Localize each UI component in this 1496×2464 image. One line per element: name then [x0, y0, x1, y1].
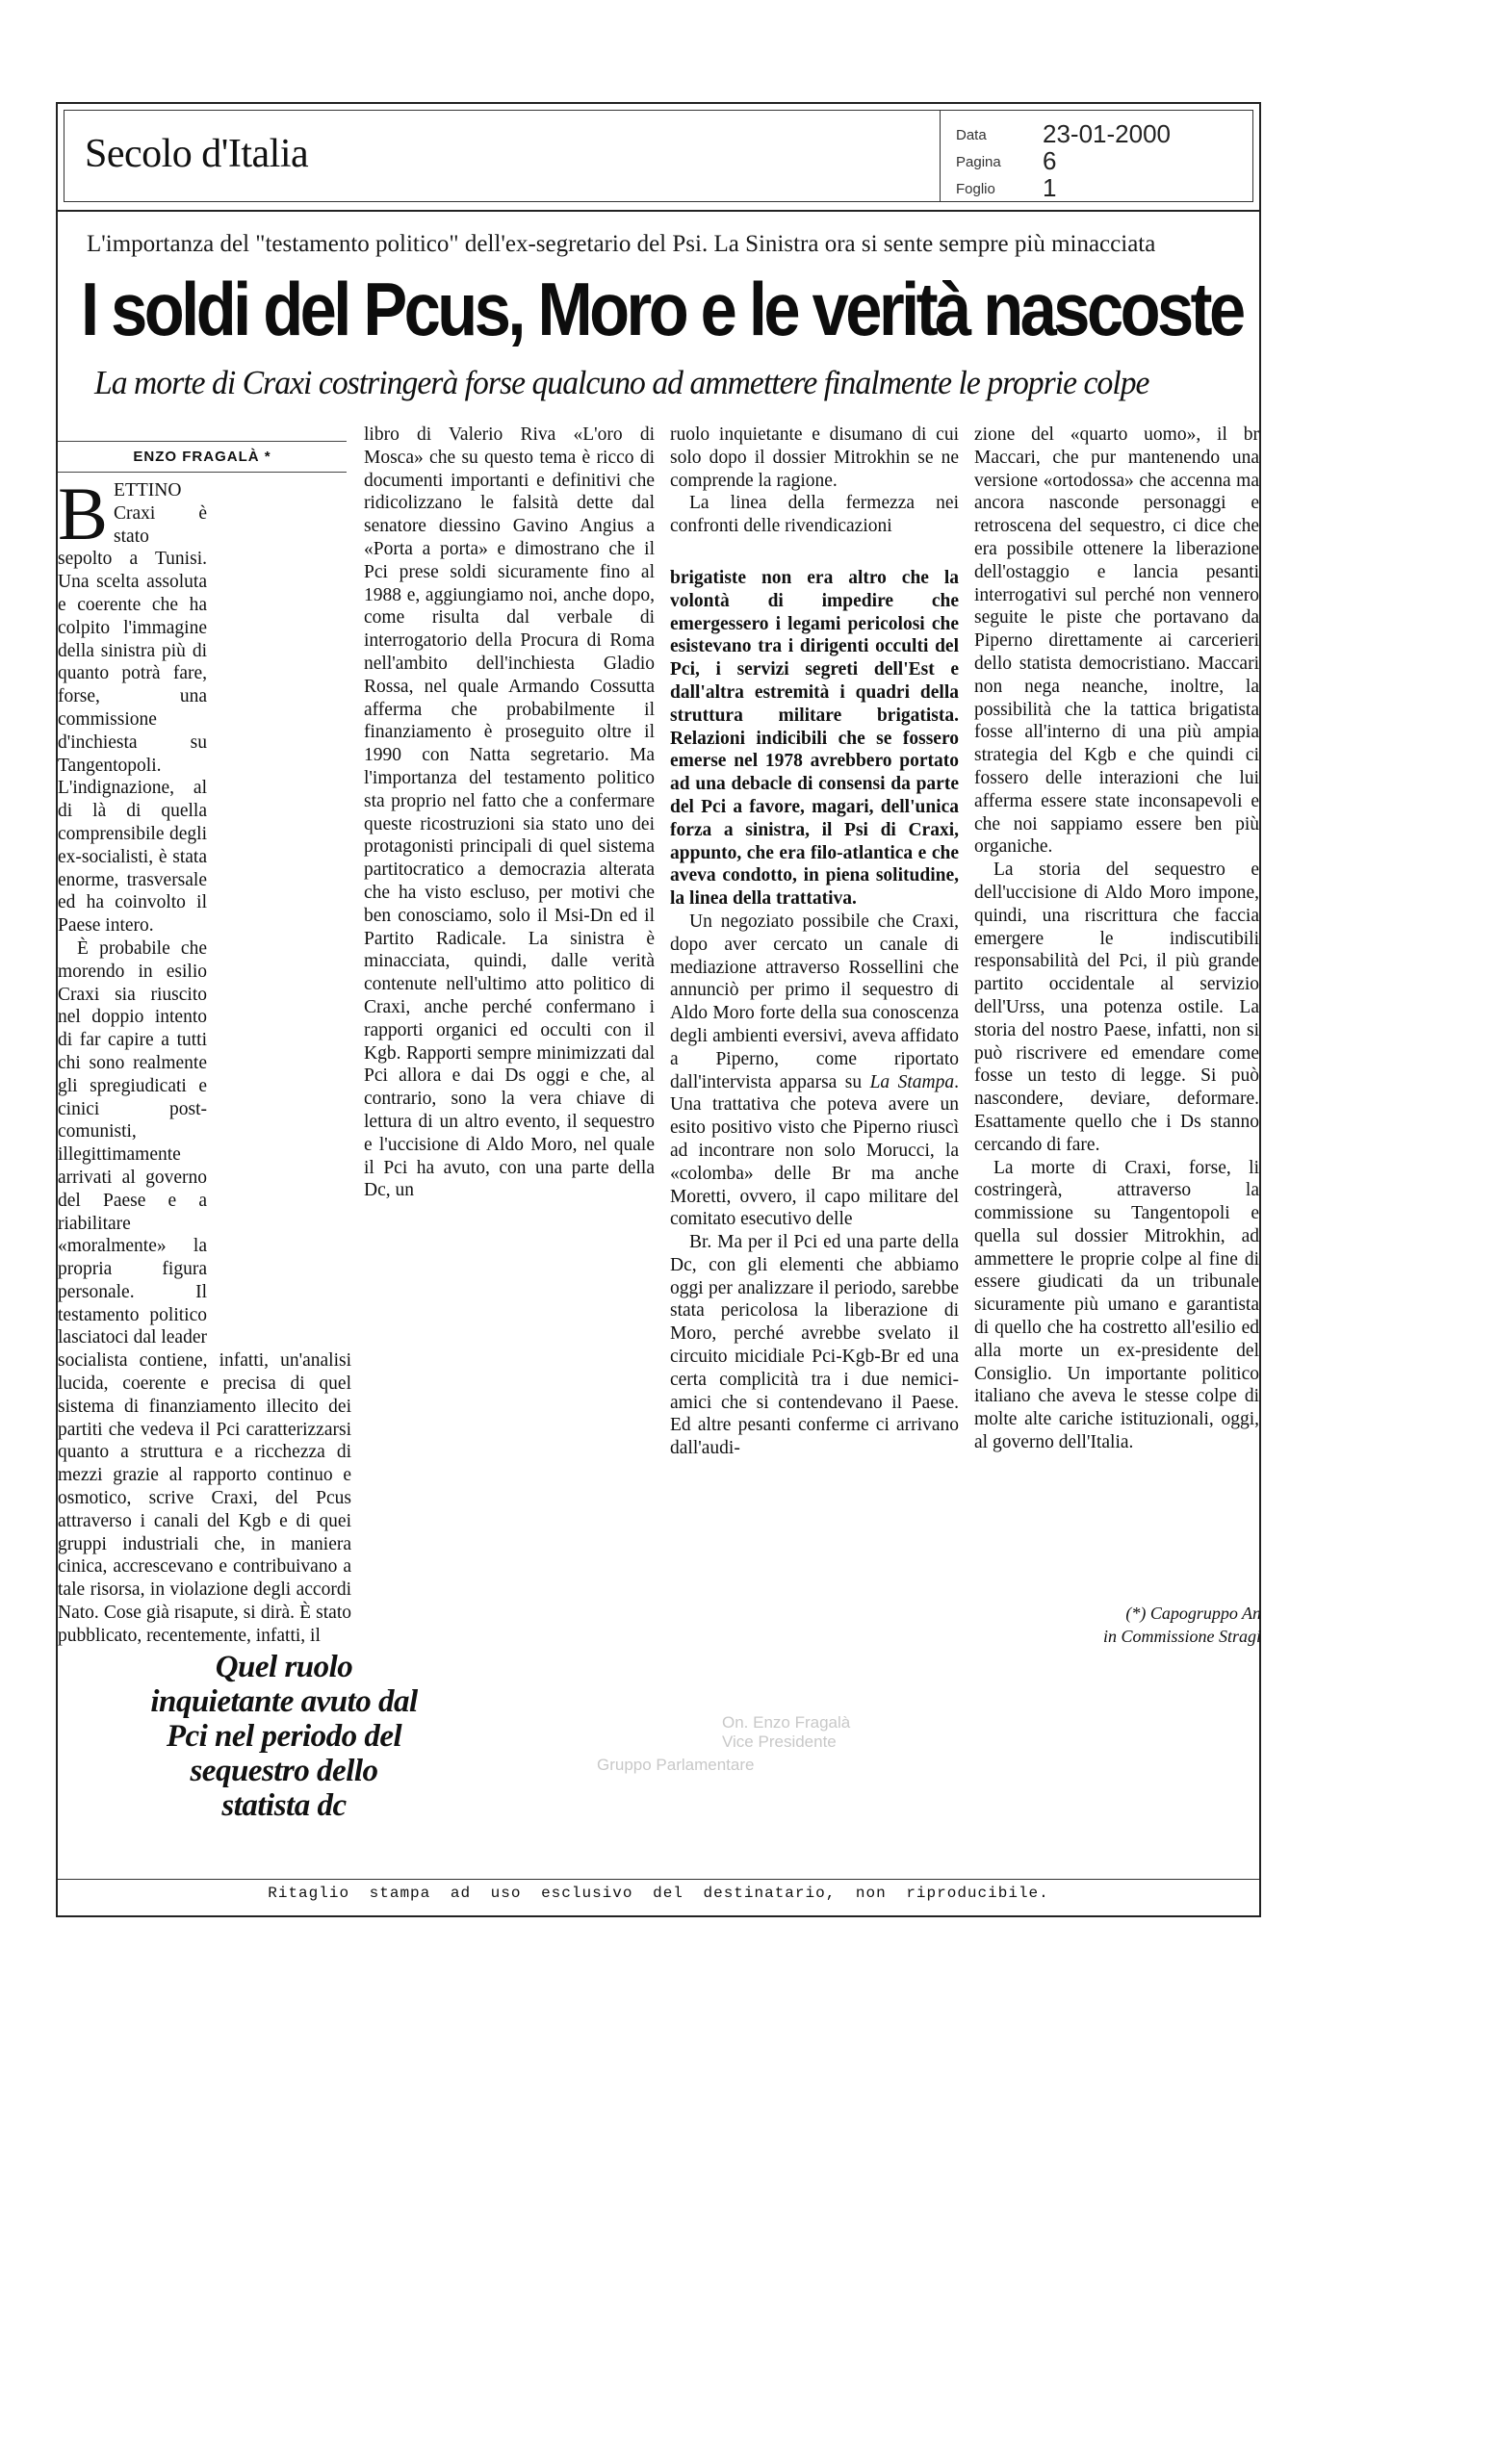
page-label: Pagina: [956, 154, 1001, 170]
signature-line-1: (*) Capogruppo An: [1125, 1604, 1261, 1623]
column-3-text-4b: . Una trattativa che poteva avere un esito positivo visto che Piperno riuscì ad incontrare non solo Morucci, la «colomba» delle Br ma anche Moretti, ovvero, il capo militare del comitato esecutivo delle: [670, 1071, 959, 1230]
pull-quote: Quel ruolo inquietante avuto dal Pci nel periodo del sequestro dello statista dc: [150, 1650, 418, 1823]
byline-rule-top: [58, 441, 347, 442]
column-4-paragraph-3: La morte di Craxi, forse, li costringerà, attraverso la commissione su Tangentopoli e quella sul dossier Mitrokhin, ad ammettere le proprie colpe al fine di essere giudicati da un tribunale sicuramente più umano e garantista di quello che ha costretto all'esilio ed alla morte un ex-presidente del Consiglio. Un importante politico italiano che aveva le stesse colpe di molte alte cariche istituzionali, oggi, al governo dell'Italia.: [974, 1157, 1259, 1453]
column-3-newspaper-ref: La Stampa: [869, 1071, 955, 1092]
date-value: 23-01-2000: [1043, 119, 1171, 148]
date-label: Data: [956, 127, 987, 143]
column-3-paragraph-1: ruolo inquietante e disumano di cui solo dopo il dossier Mitrokhin se ne comprende la ragione.: [670, 424, 959, 491]
column-4-paragraph-2: La storia del sequestro e dell'uccisione di Aldo Moro impone, quindi, una riscrittura che faccia emergere le indiscutibili responsabilità del Pci, il più grande partito occidentale al servizio dell'Urss, una potenza ostile. La storia del nostro Paese, infatti, non si può riscrivere ed emendare come fosse un testo di legge. Si può nascondere, deviare, deformare. Esattamente quello che i Ds stanno cercando di fare.: [974, 860, 1259, 1155]
column-3-paragraph-2: La linea della fermezza nei confronti delle rivendicazioni: [670, 493, 959, 537]
footer-rule: [58, 1879, 1259, 1880]
column-2-paragraph-1: libro di Valerio Riva «L'oro di Mosca» che su questo tema è ricco di documenti importanti e definitivi che ridicolizzano le falsità dette dal senatore diessino Gavino Angius a «Porta a porta» e dimostrano che il Pci prese soldi sicuramente fino al 1988 e, aggiungiamo noi, anche dopo, come risulta dal verbale di interrogatorio della Procura di Roma nell'ambito dell'inchiesta Gladio Rossa, nel quale Armando Cossutta afferma che probabilmente il finanziamento è proseguito oltre il 1990 con Natta segretario. Ma l'importanza del testamento politico sta proprio nel fatto che a confermare queste ricostruzioni sia stato uno dei protagonisti principali di quel sistema partitocratico a democrazia alterata che ha visto escluso, per motivi che ben conosciamo, solo il Msi-Dn ed il Partito Radicale. La sinistra è minacciata, quindi, dalle verità contenute nell'ultimo atto politico di Craxi, anche perché confermano i rapporti organici ed occulti con il Kgb. Rapporti sempre minimizzati dal Pci allora e dai Ds oggi e che, al contrario, sono la vera chiave di lettura di un altro evento, il sequestro e l'uccisione di Aldo Moro, nel quale il Pci ha avuto, con una parte della Dc, un: [364, 424, 655, 1201]
faded-stamp: [578, 1713, 886, 1810]
article-column-1: [58, 472, 351, 1648]
signature-line-2: in Commissione Stragi: [1102, 1627, 1261, 1646]
article-kicker: L'importanza del "testamento politico" dell'ex-segretario del Psi. La Sinistra ora si sente sempre più minacciata: [87, 231, 1156, 257]
author-signature: [972, 1602, 1261, 1648]
column-3-text-4a: Un negoziato possibile che Craxi, dopo aver cercato un canale di mediazione attraverso Rossellini che annunciò per primo il sequestro di Aldo Moro forte della sua conoscenza degli ambienti eversivi, aveva affidato a Piperno, come riportato dall'intervista apparsa su: [670, 911, 959, 1092]
article-column-2: [364, 424, 655, 1202]
byline: ENZO FRAGALÀ *: [133, 449, 271, 465]
drop-cap: B: [58, 472, 109, 555]
column-3-paragraph-3: brigatiste non era altro che la volontà di impedire che emergessero i legami pericolosi che esistevano tra i dirigenti occulti del Pci, i servizi segreti dell'Est e dall'altra estremità i quadri della struttura militare brigatista. Relazioni indicibili che se fossero emerse nel 1978 avrebbero portato ad una debacle di consensi da parte del Pci a favore, magari, dell'unica forza a sinistra, il Psi di Craxi, appunto, che era filo-atlantica e che aveva condotto, in piena solitudine, la linea della trattativa.: [670, 567, 959, 910]
stamp-line-1: On. Enzo Fragalà: [722, 1713, 851, 1732]
sheet-row: [956, 173, 1245, 202]
article-column-4: [974, 424, 1259, 1454]
column-1-paragraph-1: ETTINO Craxi è stato sepolto a Tunisi. Una scelta assoluta e coerente che ha colpito l'immagine della sinistra più di quanto potrà fare, forse, una commissione d'inchiesta su Tangentopoli. L'indignazione, al di là di quella comprensibile degli ex-socialisti, è stata enorme, trasversale ed ha coinvolto il Paese intero.: [58, 480, 207, 937]
column-3-paragraph-4: [670, 911, 959, 1231]
sheet-value: 1: [1043, 173, 1057, 202]
article-column-3: [670, 424, 959, 1460]
newspaper-name: Secolo d'Italia: [85, 132, 309, 176]
column-4-paragraph-1: zione del «quarto uomo», il br Maccari, che pur mantenendo una versione «ortodossa» che accenna ma ancora nasconde personaggi e retroscena del sequestro, ci dice che era possibile ottenere la liberazione dell'ostaggio e lancia pesanti interrogativi sul perché non vennero seguite le piste che portavano da Piperno direttamente ai carcerieri dello statista democristiano. Maccari non nega neanche, inoltre, la possibilità che la tattica brigatista fosse all'interno di una più ampia strategia del Kgb e che quindi ci fossero delle interazioni che lui afferma essere state inconsapevoli e che noi sappiamo essere ben più organiche.: [974, 424, 1259, 858]
sheet-label: Foglio: [956, 181, 995, 197]
column-1-inset-space: [207, 787, 351, 1346]
clipping-footer: Ritaglio stampa ad uso esclusivo del destinatario, non riproducibile.: [268, 1885, 1049, 1902]
column-1-paragraph-2: È probabile che morendo in esilio Craxi sia riuscito nel doppio intento di far capire a tutti chi sono realmente gli spregiudicati e cinici post-comunisti, illegittimamente arrivati al governo del Paese e a riabilitare «moralmente» la propria figura personale. Il testamento politico lasciatoci dal leader socialista contiene, infatti, un'analisi lucida, coerente e precisa di quel sistema di finanziamento illecito dei partiti che vedeva il Pci caratterizzarsi quanto a struttura e a ricchezza di mezzi grazie al rapporto continuo e osmotico, scrive Craxi, del Pcus attraverso i canali del Kgb e di quei gruppi industriali che, in maniera cinica, accrescevano e contribuivano a tale risorsa, in violazione degli accordi Nato. Cose già risapute, si dirà. È stato pubblicato, recentemente, infatti, il: [58, 937, 351, 1646]
date-row: [956, 119, 1245, 148]
clipping-metadata: [940, 110, 1253, 202]
article-headline: I soldi del Pcus, Moro e le verità nascoste: [81, 267, 1243, 351]
stamp-line-3: Gruppo Parlamentare: [597, 1756, 755, 1774]
page-value: 6: [1043, 146, 1057, 175]
page-row: [956, 146, 1245, 175]
column-3-paragraph-5: Br. Ma per il Pci ed una parte della Dc, con gli elementi che abbiamo oggi per analizzare il periodo, sarebbe stata pericolosa la liberazione di Moro, perché avrebbe svelato il circuito micidiale Pci-Kgb-Br ed una certa complicità tra i due nemici-amici che si contendevano il Paese. Ed altre pesanti conferme ci arrivano dall'audi-: [670, 1232, 959, 1459]
article-subhead: La morte di Craxi costringerà forse qualcuno ad ammettere finalmente le proprie colpe: [94, 364, 1149, 401]
stamp-line-2: Vice Presidente: [722, 1732, 837, 1751]
masthead: [56, 102, 1261, 212]
